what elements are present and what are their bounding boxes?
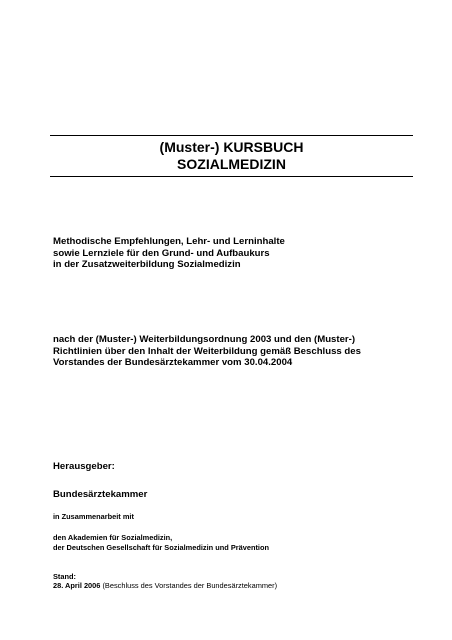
title-line-2: SOZIALMEDIZIN bbox=[177, 156, 286, 172]
basis-line: Vorstandes der Bundesärztekammer vom 30.04.2004 bbox=[53, 357, 293, 368]
partner-line: der Deutschen Gesellschaft für Sozialmedizin und Prävention bbox=[53, 542, 270, 552]
basis-paragraph bbox=[53, 334, 423, 369]
stand-label: Stand: bbox=[53, 572, 76, 581]
basis-line: nach der (Muster-) Weiterbildungsordnung 2003 und den (Muster-) bbox=[53, 334, 356, 345]
title-top-rule bbox=[50, 135, 413, 136]
stand-date-line bbox=[53, 581, 277, 591]
description-line: Methodische Empfehlungen, Lehr- und Lerninhalte bbox=[53, 236, 285, 247]
title-line-1: (Muster-) KURSBUCH bbox=[159, 139, 304, 155]
publisher-label: Herausgeber: bbox=[53, 461, 115, 472]
cooperation-label: in Zusammenarbeit mit bbox=[53, 512, 134, 521]
stand-date: 28. April 2006 bbox=[53, 581, 101, 590]
description-line: sowie Lernziele für den Grund- und Aufbaukurs bbox=[53, 247, 270, 259]
description-line: in der Zusatzweiterbildung Sozialmedizin bbox=[53, 259, 241, 270]
title-bottom-rule bbox=[50, 176, 413, 177]
description-paragraph bbox=[53, 236, 423, 271]
stand-note: (Beschluss des Vorstandes der Bundesärztekammer) bbox=[102, 581, 278, 590]
basis-line: Richtlinien über den Inhalt der Weiterbildung gemäß Beschluss des bbox=[53, 345, 361, 357]
document-title bbox=[50, 139, 413, 173]
partner-line: den Akademien für Sozialmedizin, bbox=[53, 533, 173, 542]
publisher-name: Bundesärztekammer bbox=[53, 489, 148, 500]
cooperation-partners bbox=[53, 533, 269, 552]
